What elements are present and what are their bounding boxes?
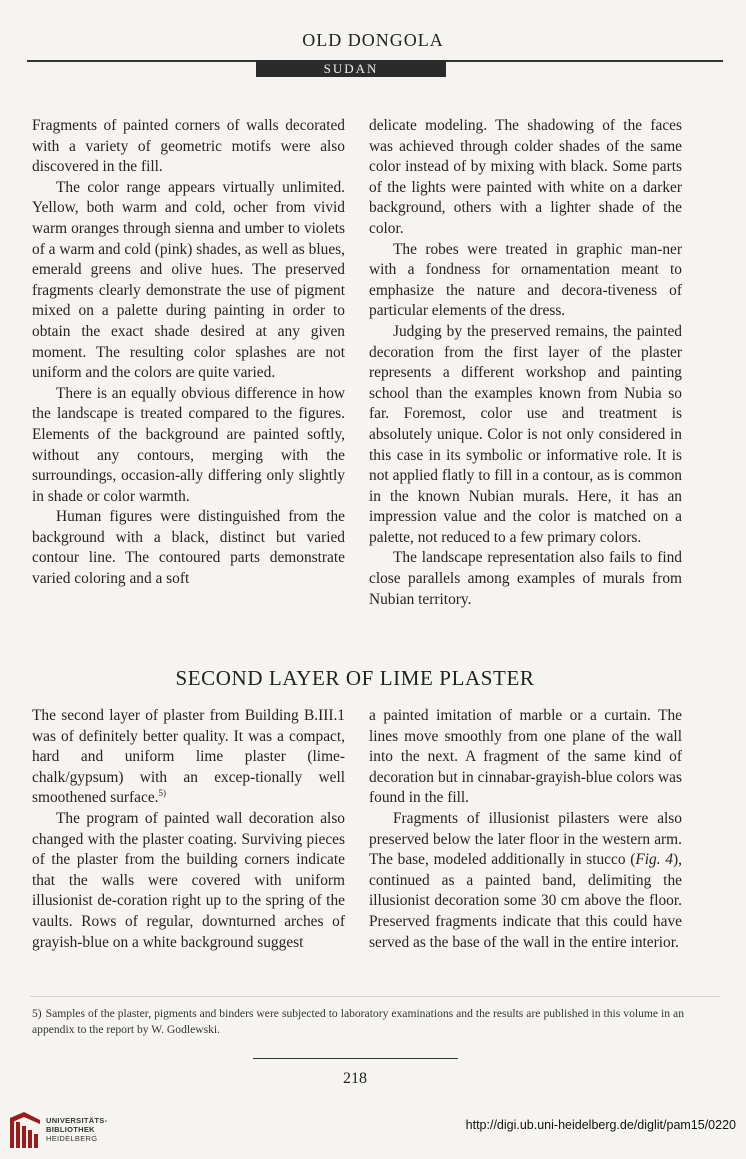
section-heading: SECOND LAYER OF LIME PLASTER xyxy=(175,666,535,690)
section2-left-column xyxy=(32,706,345,953)
library-logo[interactable] xyxy=(8,1112,128,1152)
library-name-line: HEIDELBERG xyxy=(46,1134,98,1143)
footnote-text: Samples of the plaster, pigments and binders were subjected to laboratory examinations and the results are published in this volume in an appendix to the report by W. Godlewski. xyxy=(32,1007,684,1036)
library-name xyxy=(46,1116,107,1143)
paragraph: The landscape representation also fails to find close parallels among examples of murals from Nubian territory. xyxy=(369,549,682,608)
source-url-link[interactable]: http://digi.ub.uni-heidelberg.de/diglit/pam15/0220 xyxy=(465,1118,736,1132)
library-name-line: BIBLIOTHEK xyxy=(46,1125,95,1134)
paragraph: Judging by the preserved remains, the painted decoration from the first layer of the plaster represents a different workshop and painting school than the examples known from Nubia so far. Foremost, color use and treatment is absolutely unique. Color is not only considered in this case in its symbolic or informative role. It is not applied flatly to fill in a contour, as is common in the known Nubian murals. Here, it has an impression value and the color is matched on a palette, not reduced to a few primary colors. xyxy=(369,322,682,546)
seal-shape xyxy=(10,1112,40,1148)
paragraph: There is an equally obvious difference in how the landscape is treated compared to the figures. Elements of the background are painted softly, without any contours, merging with the surroundings, occasion-ally differing only slightly in shade or color warmth. xyxy=(32,384,345,505)
page-number: 218 xyxy=(343,1070,367,1087)
paragraph: a painted imitation of marble or a curtain. The lines move smoothly from one plane of the wall into the next. A fragment of the same kind of decoration but in cinnabar-grayish-blue colors was found in the fill. xyxy=(369,707,682,807)
paragraph: Fragments of painted corners of walls decorated with a variety of geometric motifs were also discovered in the fill. xyxy=(32,117,345,176)
library-seal-icon xyxy=(8,1112,42,1150)
subtitle-bar: SUDAN xyxy=(256,60,446,77)
footnote xyxy=(32,1006,684,1038)
paragraph xyxy=(32,706,345,809)
paragraph: delicate modeling. The shadowing of the faces was achieved through colder shades of the same color instead of by mixing with black. Some parts of the lights were painted with white on a darker background, others with a lighter shade of the color. xyxy=(369,117,682,237)
paragraph: Human figures were distinguished from the background with a black, distinct but varied contour line. The contoured parts demonstrate varied coloring and a soft xyxy=(32,508,345,588)
paragraph xyxy=(369,809,682,953)
footnote-rule xyxy=(30,996,720,997)
footnote-number: 5) xyxy=(32,1007,42,1020)
folio-rule xyxy=(253,1058,458,1059)
library-name-line: UNIVERSITÄTS- xyxy=(46,1116,108,1125)
paragraph: The color range appears virtually unlimited. Yellow, both warm and cold, ocher from vivid warm oranges through sienna and umber to violets of a warm and cold (pink) shades, as well as blues, emerald greens and olive hues. The preserved fragments clearly demonstrate the use of pigment mixed on a palette during painting in order to obtain the exact shade desired at any given moment. The resulting color splashes are not uniform and the colors are quite varied. xyxy=(32,178,345,382)
paragraph-text: Fragments of illusionist pilasters were also preserved below the later floor in the western arm. The base, modeled additionally in stucco ( xyxy=(369,809,682,869)
section1-right-column xyxy=(369,116,682,610)
section2-right-column xyxy=(369,706,682,953)
running-title: OLD DONGOLA xyxy=(302,30,444,50)
section1-left-column xyxy=(32,116,345,590)
paragraph-text: ), continued as a painted band, delimiting the illusionist decoration some 30 cm above the floor. Preserved fragments indicate that this could have served as the base of the wall in the entire interior. xyxy=(369,851,682,951)
footnote-ref[interactable]: 5) xyxy=(158,788,166,799)
paragraph-text: The second layer of plaster from Building B.III.1 was of definitely better quality. It was a compact, hard and uniform lime plaster (lime-chalk/gypsum) with an excep-tionally well smoothened surface. xyxy=(32,707,345,807)
paragraph: The robes were treated in graphic man-ner with a fondness for ornamentation meant to emphasize the nature and decora-tiveness of particular elements of the dress. xyxy=(369,240,682,320)
figure-ref: Fig. 4 xyxy=(635,851,674,869)
paragraph: The program of painted wall decoration also changed with the plaster coating. Surviving pieces of the plaster from the building corners indicate that the walls were covered with uniform illusionist de-coration right up to the spring of the vaults. Rows of regular, downturned arches of grayish-blue on a white background suggest xyxy=(32,809,345,951)
